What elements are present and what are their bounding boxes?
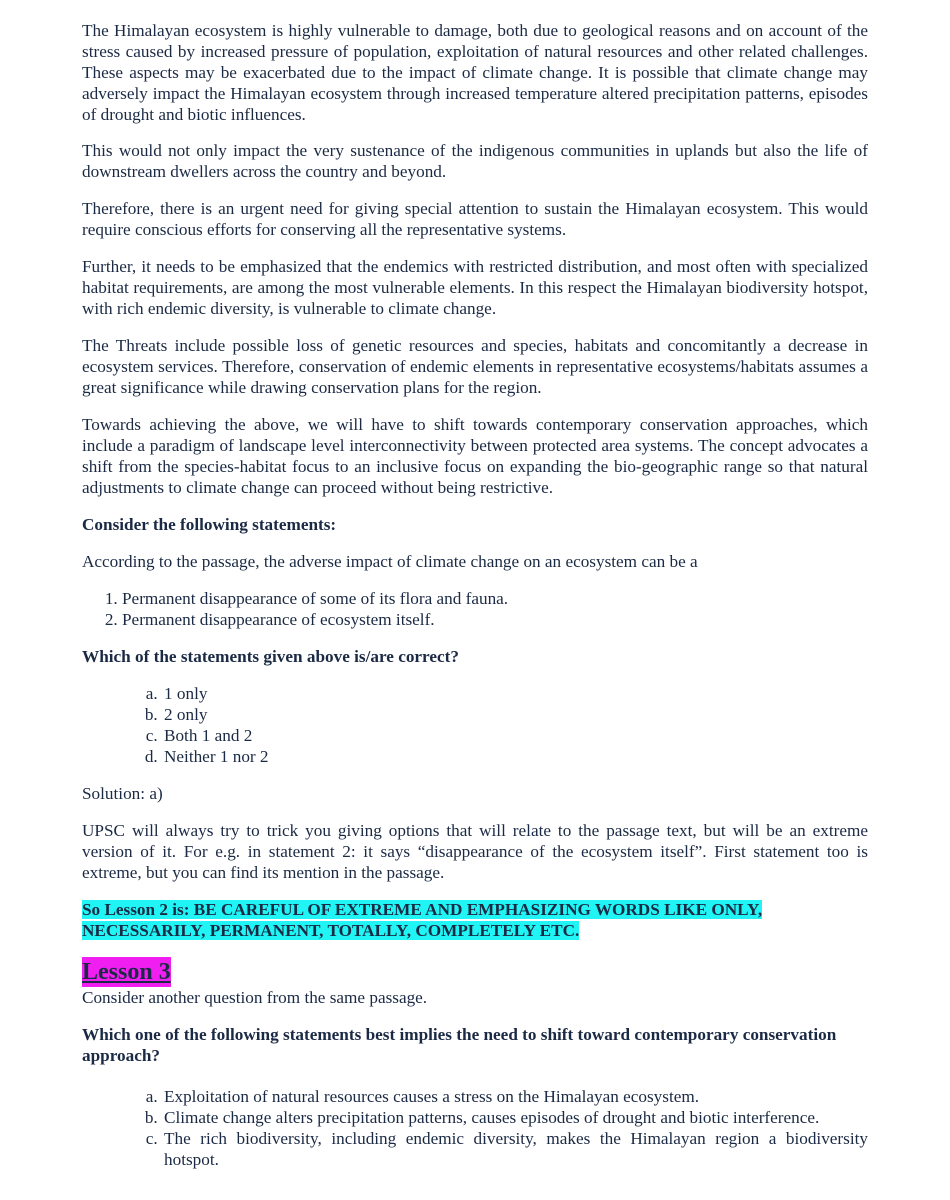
passage-paragraph-6: Towards achieving the above, we will have to shift towards contemporary conservation approaches, which include a paradigm of landscape level interconnectivity between protected area systems. The concept advocates a shift from the species-habitat focus to an inclusive focus on expanding the bio-geographic range so that natural adjustments to climate change can proceed without being restrictive. bbox=[82, 415, 868, 497]
lesson-3-section bbox=[82, 957, 868, 1170]
option-c: c. Both 1 and 2 bbox=[162, 725, 868, 746]
option-a: a. 1 only bbox=[162, 683, 868, 704]
statement-item-1: 1. Permanent disappearance of some of its flora and fauna. bbox=[122, 588, 868, 609]
option-b: b. 2 only bbox=[162, 704, 868, 725]
lesson-3-intro: Consider another question from the same passage. bbox=[82, 988, 428, 1007]
q2-option-a: a. Exploitation of natural resources causes a stress on the Himalayan ecosystem. bbox=[162, 1086, 868, 1107]
explanation-paragraph: UPSC will always try to trick you giving options that will relate to the passage text, but will be an extreme version of it. For e.g. in statement 2: it says “disappearance of the ecosystem itself”. First statement too is extreme, but you can find its mention in the passage. bbox=[82, 821, 868, 882]
passage-paragraph-3: Therefore, there is an urgent need for giving special attention to sustain the Himalayan ecosystem. This would require conscious efforts for conserving all the representative systems. bbox=[82, 199, 868, 239]
passage-paragraph-5: The Threats include possible loss of genetic resources and species, habitats and concomitantly a decrease in ecosystem services. Therefore, conservation of endemic elements in representative ecosystems/habitats assumes a great significance while drawing conservation plans for the region. bbox=[82, 336, 868, 397]
lesson-2-callout bbox=[82, 899, 868, 941]
statement-list bbox=[82, 588, 868, 630]
question-1-stem: According to the passage, the adverse impact of climate change on an ecosystem can be a bbox=[82, 552, 698, 571]
question-1 bbox=[82, 514, 868, 941]
question-1-heading: Consider the following statements: bbox=[82, 515, 337, 534]
question-1-options bbox=[82, 683, 868, 767]
lesson-2-highlight: So Lesson 2 is: BE CAREFUL OF EXTREME AND EMPHASIZING WORDS LIKE ONLY, NECESSARILY, PERMANENT, TOTALLY, COMPLETELY ETC. bbox=[82, 900, 763, 940]
q2-option-b: b. Climate change alters precipitation patterns, causes episodes of drought and biotic interference. bbox=[162, 1107, 868, 1128]
question-2-options bbox=[82, 1086, 868, 1170]
question-1-prompt: Which of the statements given above is/are correct? bbox=[82, 647, 459, 666]
passage-paragraph-1: The Himalayan ecosystem is highly vulnerable to damage, both due to geological reasons and on account of the stress caused by increased pressure of population, exploitation of natural resources and other related challenges. These aspects may be exacerbated due to the impact of climate change. It is possible that climate change may adversely impact the Himalayan ecosystem through increased temperature altered precipitation patterns, episodes of drought and biotic influences. bbox=[82, 21, 868, 124]
passage-paragraph-4: Further, it needs to be emphasized that the endemics with restricted distribution, and most often with specialized habitat requirements, are among the most vulnerable elements. In this respect the Himalayan biodiversity hotspot, with rich endemic diversity, is vulnerable to climate change. bbox=[82, 257, 868, 318]
passage bbox=[82, 20, 868, 498]
q2-option-c: c. The rich biodiversity, including endemic diversity, makes the Himalayan region a biodiversity hotspot. bbox=[162, 1128, 868, 1170]
statement-item-2: 2. Permanent disappearance of ecosystem itself. bbox=[122, 609, 868, 630]
passage-paragraph-2: This would not only impact the very sustenance of the indigenous communities in uplands but also the life of downstream dwellers across the country and beyond. bbox=[82, 141, 868, 181]
option-d: d. Neither 1 nor 2 bbox=[162, 746, 868, 767]
question-2-prompt: Which one of the following statements best implies the need to shift toward contemporary conservation approach? bbox=[82, 1025, 837, 1065]
lesson-3-heading: Lesson 3 bbox=[82, 959, 171, 985]
solution-text: Solution: a) bbox=[82, 784, 163, 803]
